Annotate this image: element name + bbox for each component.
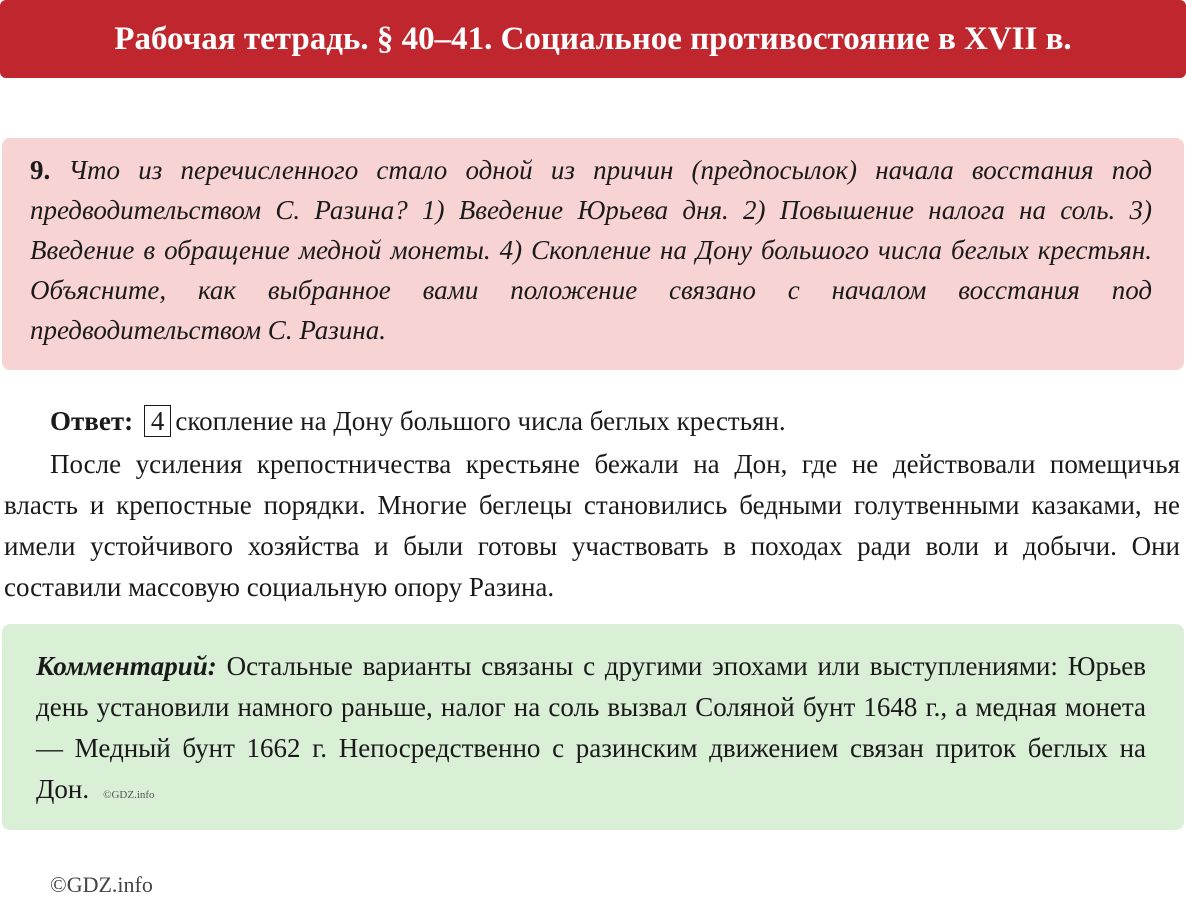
answer-label: Ответ:: [50, 406, 134, 436]
question-text-block: [30, 150, 1152, 350]
comment-label: Комментарий:: [36, 651, 217, 681]
page-header: [0, 0, 1186, 78]
comment-text: Остальные варианты связаны с другими эпохами или выступлениями: Юрьев день установили намного раньше, налог на соль вызвал Соляной бунт 1648 г., а медная монета — Медный бунт 1662 г. Непосредственно с разинским движением связан приток беглых на Дон.: [36, 651, 1146, 804]
answer-choice-box: 4: [144, 405, 172, 437]
answer-explanation: После усиления крепостничества крестьяне бежали на Дон, где не действовали помещичья власть и крепостные порядки. Многие беглецы становились бедными голутвенными казаками, не имели устойчивого хозяйства и были готовы участвовать в походах ради воли и добычи. Они составили массовую социальную опору Разина.: [4, 449, 1180, 602]
answer-text: скопление на Дону большого числа беглых крестьян.: [175, 406, 786, 436]
footer-copyright: ©GDZ.info: [50, 872, 153, 897]
comment-text-block: [36, 646, 1146, 816]
answer-line: [50, 402, 786, 440]
question-number: 9.: [30, 155, 51, 185]
comment-watermark: ©GDZ.info: [103, 789, 155, 801]
question-text: Что из перечисленного стало одной из причин (предпосылок) начала восстания под предводительством С. Разина? 1) Введение Юрьева дня. 2) Повышение налога на соль. 3) Введение в обращение медной монеты. 4) Скопление на Дону большого числа беглых крестьян. Объясните, как выбранное вами положение связано с началом восстания под предводительством С. Разина.: [30, 155, 1153, 345]
page-title: Рабочая тетрадь. § 40–41. Социальное противостояние в XVII в.: [114, 20, 1072, 57]
